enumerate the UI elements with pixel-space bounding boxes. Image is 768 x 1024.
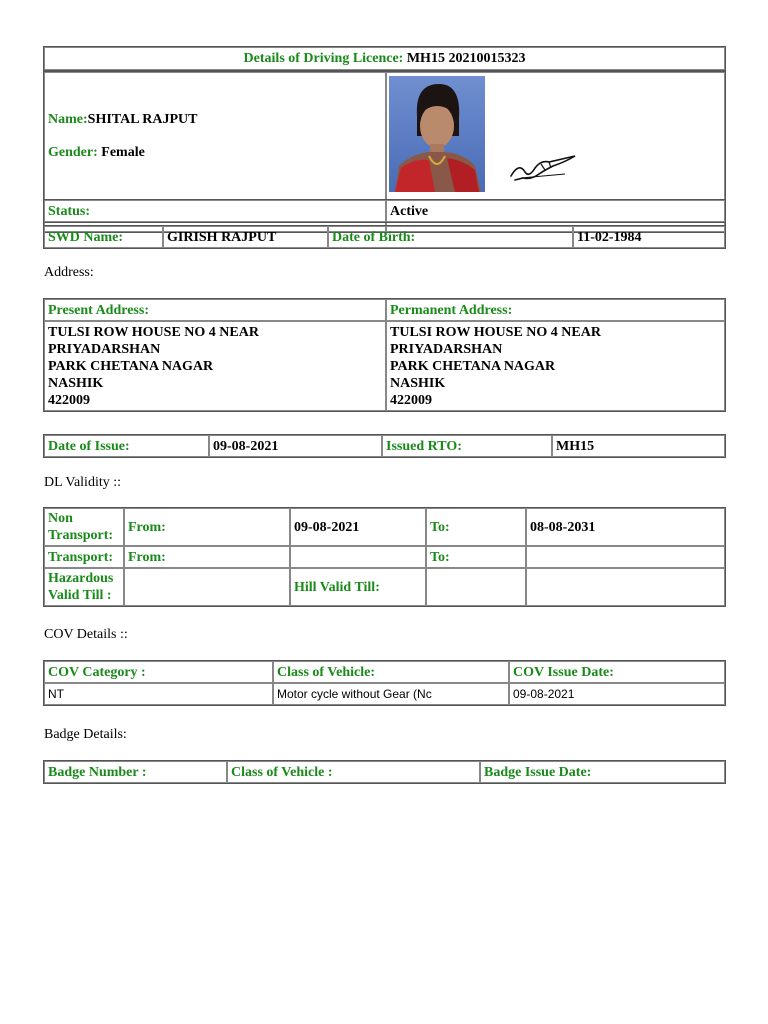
cov-class-value: Motor cycle without Gear (Nc — [273, 683, 509, 705]
present-address-label: Present Address: — [44, 299, 386, 321]
address-table — [43, 298, 726, 412]
hazardous-value — [124, 568, 290, 606]
address-section-label: Address: — [44, 265, 94, 280]
cov-category-value: NT — [44, 683, 273, 705]
hazardous-label: Hazardous Valid Till : — [44, 568, 124, 606]
cov-issue-value: 09-08-2021 — [509, 683, 725, 705]
issued-rto-label: Issued RTO: — [382, 435, 552, 457]
tr-from-label: From: — [124, 546, 290, 568]
status-value: Active — [386, 200, 725, 222]
permanent-address-line: PRIYADARSHAN — [390, 342, 503, 357]
swd-value: GIRISH RAJPUT — [163, 226, 328, 248]
tr-from-value — [290, 546, 426, 568]
permanent-address-line: NASHIK — [390, 376, 446, 391]
issue-row — [43, 434, 726, 458]
dob-value: 11-02-1984 — [573, 226, 725, 248]
gender-value: Female — [101, 145, 145, 160]
hill-extra — [526, 568, 725, 606]
swd-dob-row — [43, 225, 726, 249]
issued-rto-value: MH15 — [552, 435, 725, 457]
gender-label: Gender: — [48, 145, 98, 160]
licence-title-label: Details of Driving Licence: — [243, 51, 404, 66]
badge-section-label: Badge Details: — [44, 727, 127, 742]
present-address-line: PARK CHETANA NAGAR — [48, 359, 214, 374]
present-address-line: NASHIK — [48, 376, 104, 391]
permanent-address-line: TULSI ROW HOUSE NO 4 NEAR — [390, 325, 601, 340]
dob-label: Date of Birth: — [328, 226, 573, 248]
cov-category-header: COV Category : — [44, 661, 273, 683]
nt-to-value: 08-08-2031 — [526, 508, 725, 546]
holder-signature — [505, 148, 585, 186]
hill-value — [426, 568, 526, 606]
badge-number-header: Badge Number : — [44, 761, 227, 783]
holder-photo — [389, 76, 485, 192]
validity-table — [43, 507, 726, 607]
name-value: SHITAL RAJPUT — [87, 112, 198, 127]
dl-validity-section-label: DL Validity :: — [44, 475, 121, 490]
cov-class-header: Class of Vehicle: — [273, 661, 509, 683]
nt-from-label: From: — [124, 508, 290, 546]
permanent-address-label: Permanent Address: — [386, 299, 725, 321]
status-label: Status: — [44, 200, 386, 222]
non-transport-label: Non Transport: — [44, 508, 124, 546]
badge-table — [43, 760, 726, 784]
issue-date-label: Date of Issue: — [44, 435, 209, 457]
tr-to-label: To: — [426, 546, 526, 568]
hill-label: Hill Valid Till: — [290, 568, 426, 606]
swd-label: SWD Name: — [44, 226, 163, 248]
cov-table — [43, 660, 726, 706]
present-address-line: PRIYADARSHAN — [48, 342, 161, 357]
present-address — [44, 321, 386, 411]
badge-class-header: Class of Vehicle : — [227, 761, 480, 783]
status-row — [43, 199, 726, 223]
permanent-address — [386, 321, 725, 411]
present-address-line: TULSI ROW HOUSE NO 4 NEAR — [48, 325, 259, 340]
present-address-line: 422009 — [48, 393, 90, 408]
name-label: Name: — [48, 112, 88, 127]
nt-to-label: To: — [426, 508, 526, 546]
tr-to-value — [526, 546, 725, 568]
badge-issue-header: Badge Issue Date: — [480, 761, 725, 783]
licence-number: MH15 20210015323 — [406, 51, 526, 66]
licence-header — [43, 46, 726, 71]
cov-issue-header: COV Issue Date: — [509, 661, 725, 683]
transport-label: Transport: — [44, 546, 124, 568]
permanent-address-line: 422009 — [390, 393, 432, 408]
issue-date-value: 09-08-2021 — [209, 435, 382, 457]
permanent-address-line: PARK CHETANA NAGAR — [390, 359, 556, 374]
cov-section-label: COV Details :: — [44, 627, 128, 642]
nt-from-value: 09-08-2021 — [290, 508, 426, 546]
